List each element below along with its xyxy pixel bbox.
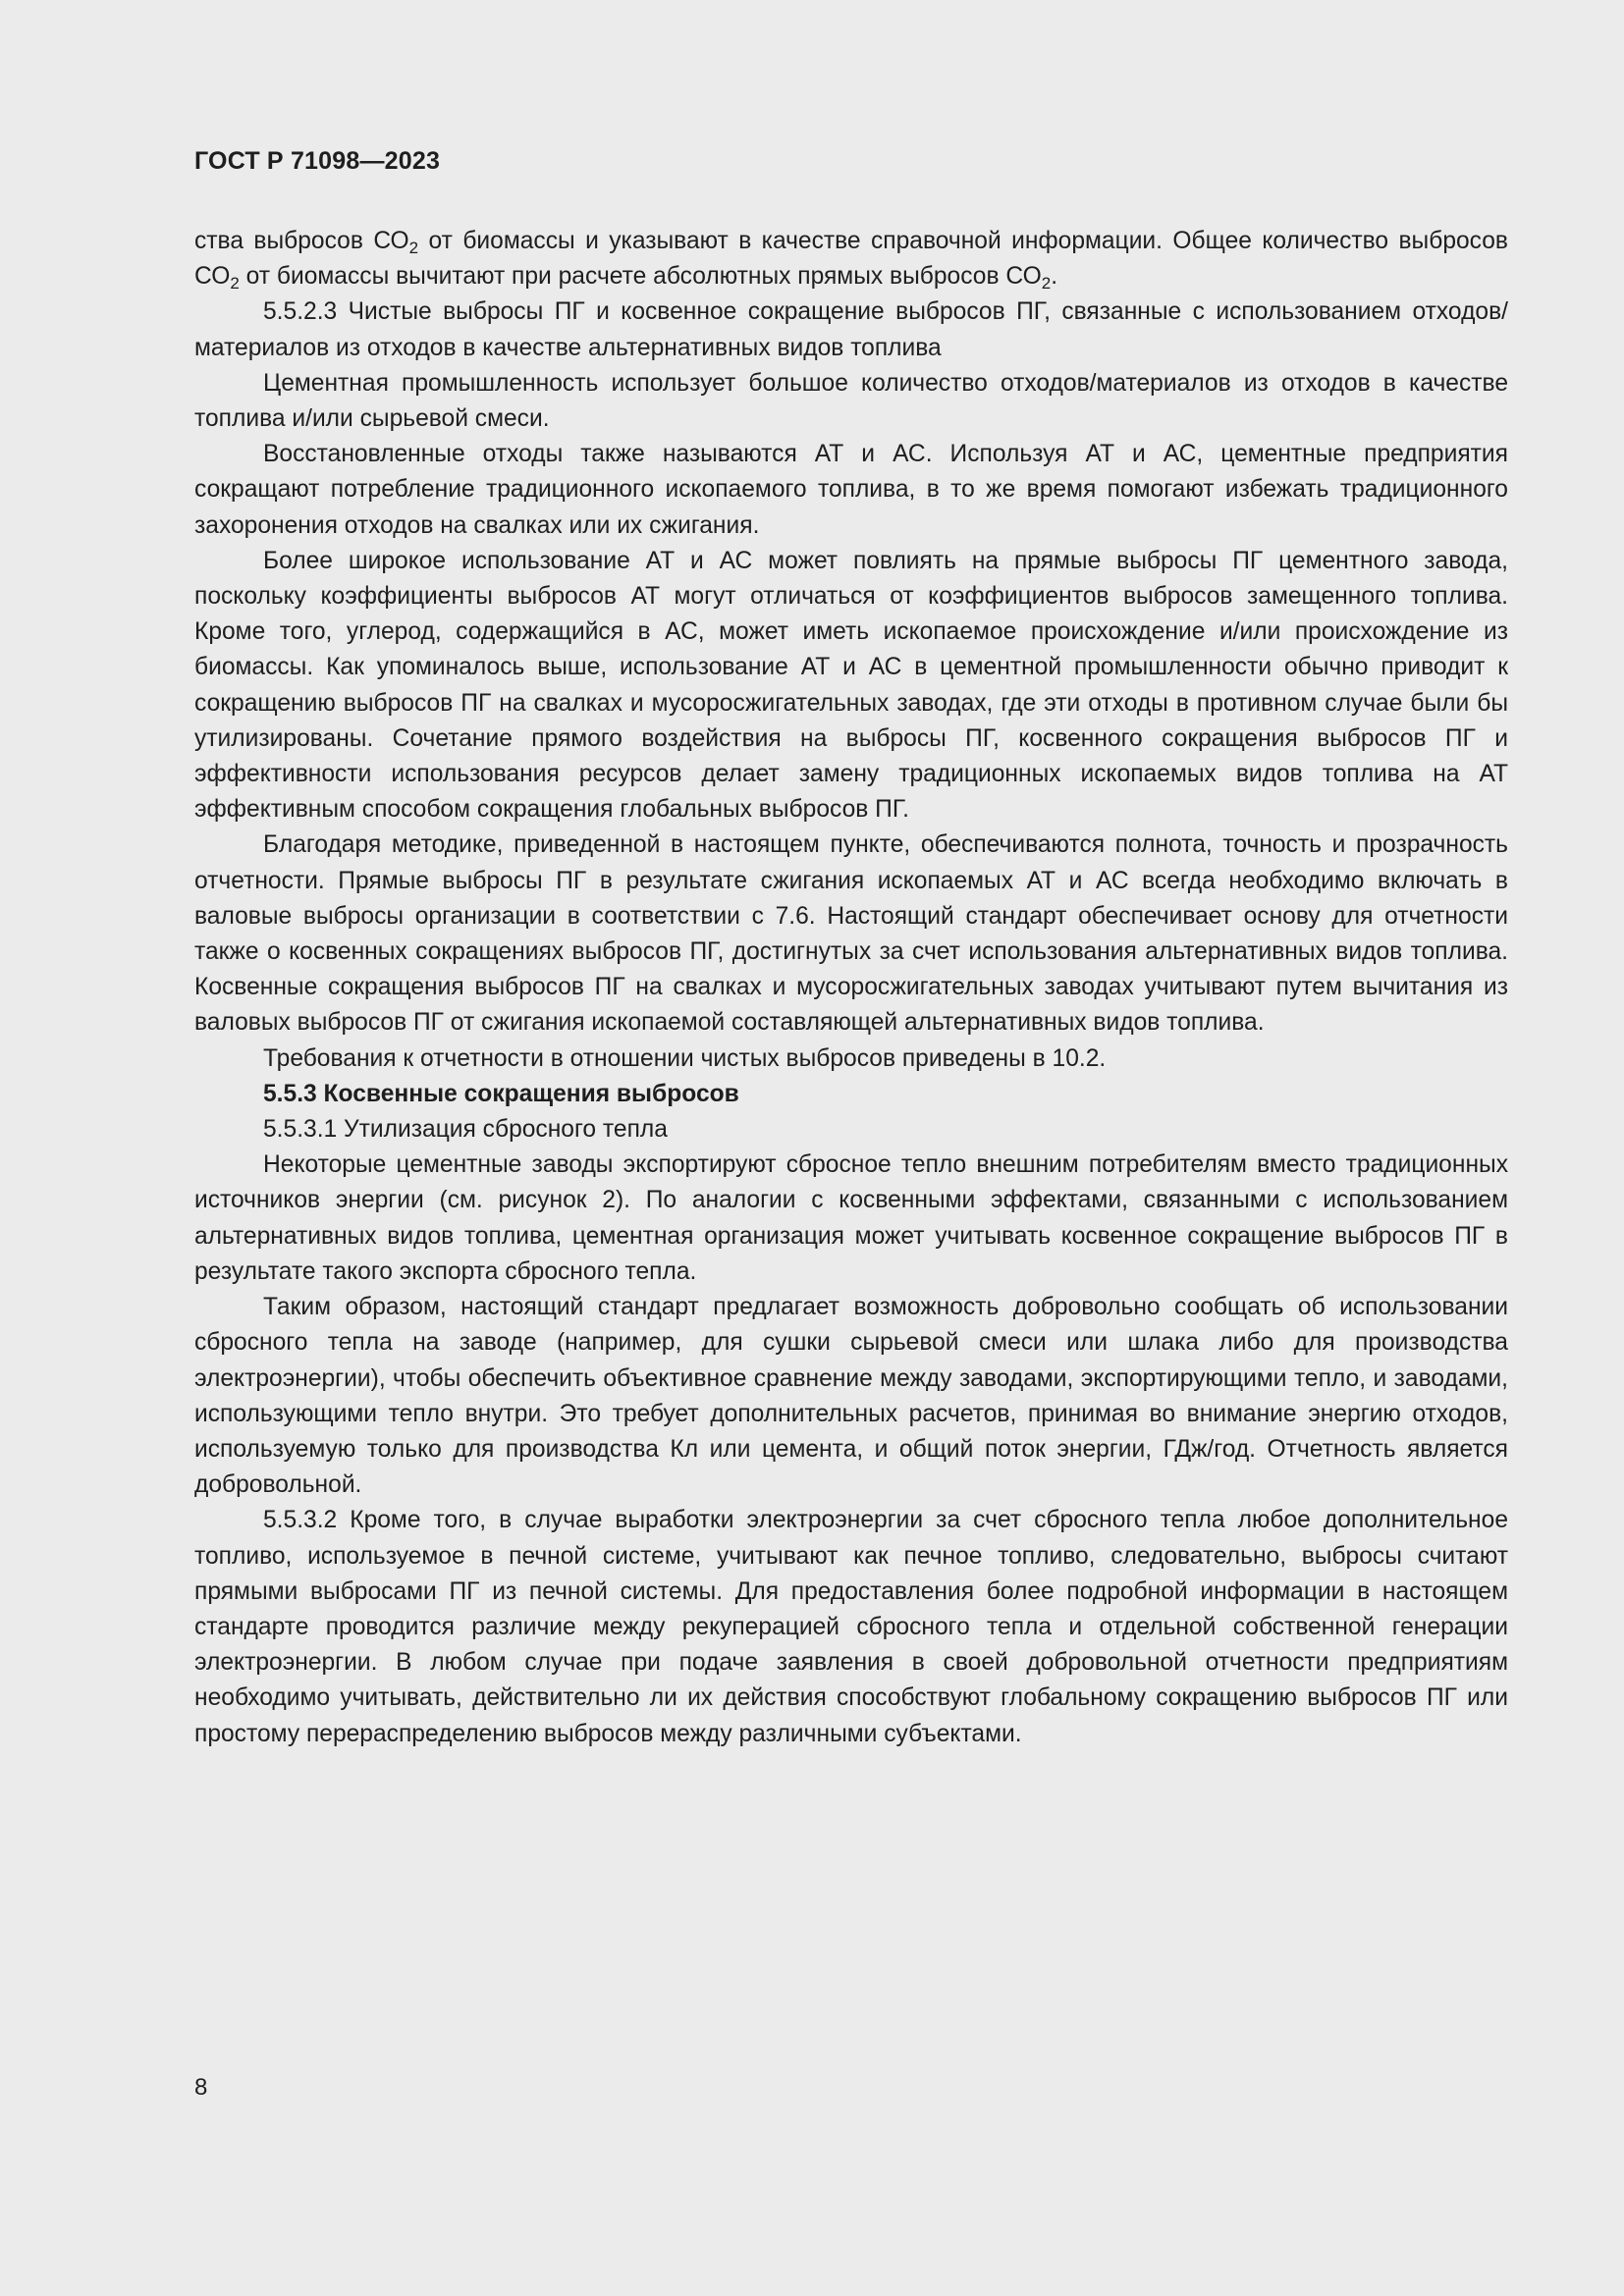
- paragraph: Цементная промышленность использует большое количество отходов/материалов из отходов в качестве топлива и/или сырьевой смеси.: [194, 369, 1508, 433]
- paragraph: Некоторые цементные заводы экспортируют сбросное тепло внешним потребителям вместо традиционных источников энергии (см. рисунок 2). По аналогии с косвенными эффектами, связанными с использованием альтернативных видов топлива, цементная организация может учитывать косвенное сокращение выбросов ПГ в результате такого экспорта сбросного тепла.: [194, 1151, 1508, 1285]
- section-5-5-3-2: 5.5.3.2 Кроме того, в случае выработки электроэнергии за счет сбросного тепла любое дополнительное топливо, используемое в печной системе, учитывают как печное топливо, следовательно, выбросы считают прямыми выбросами ПГ из печной системы. Для предоставления более подробной информации в настоящем стандарте проводится различие между рекуперацией сбросного тепла и отдельной собственной генерации электроэнергии. В любом случае при подаче заявления в своей добровольной отчетности предприятиям необходимо учитывать, действительно ли их действия способствуют глобальному сокращению выбросов ПГ или простому перераспределению выбросов между различными субъектами.: [194, 1507, 1508, 1747]
- page-header-title: ГОСТ Р 71098—2023: [194, 147, 441, 175]
- paragraph: Более широкое использование АТ и АС может повлиять на прямые выбросы ПГ цементного завода, поскольку коэффициенты выбросов АТ могут отличаться от коэффициентов выбросов замещенного топлива. Кроме того, углерод, содержащийся в АС, может иметь ископаемое происхождение и/или происхождение из биомассы. Как упоминалось выше, использование АТ и АС в цементной промышленности обычно приводит к сокращению выбросов ПГ на свалках и мусоросжигательных заводах, где эти отходы в противном случае были бы утилизированы. Сочетание прямого воздействия на выбросы ПГ, косвенного сокращения выбросов ПГ и эффективности использования ресурсов делает замену традиционных ископаемых видов топлива на АТ эффективным способом сокращения глобальных выбросов ПГ.: [194, 547, 1508, 824]
- paragraph-continuation: ства выбросов $СО_2$ от биомассы и указывают в качестве справочной информации. Общее количество выбросов $СО_2$ от биомассы вычитают при расчете абсолютных прямых выбросов $СО_2$.: [194, 228, 1508, 294]
- paragraph: Благодаря методике, приведенной в настоящем пункте, обеспечиваются полнота, точность и прозрачность отчетности. Прямые выбросы ПГ в результате сжигания ископаемых АТ и АС всегда необходимо включать в валовые выбросы организации в соответствии с 7.6. Настоящий стандарт обеспечивает основу для отчетности также о косвенных сокращениях выбросов ПГ, достигнутых за счет использования альтернативных видов топлива. Косвенные сокращения выбросов ПГ на свалках и мусоросжигательных заводах учитывают путем вычитания из валовых выбросов ПГ от сжигания ископаемой составляющей альтернативных видов топлива.: [194, 831, 1508, 1037]
- paragraph: Таким образом, настоящий стандарт предлагает возможность добровольно сообщать об использовании сбросного тепла на заводе (например, для сушки сырьевой смеси или шлака либо для производства электроэнергии), чтобы обеспечить объективное сравнение между заводами, экспортирующими тепло, и заводами, использующими тепло внутри. Это требует дополнительных расчетов, принимая во внимание энергию отходов, используемую только для производства Кл или цемента, и общий поток энергии, ГДж/год. Отчетность является добровольной.: [194, 1294, 1508, 1499]
- subsection-heading-5-5-3-1: 5.5.3.1 Утилизация сбросного тепла: [263, 1116, 668, 1144]
- document-body: [194, 224, 1508, 1752]
- section-5-5-2-3: 5.5.2.3 Чистые выбросы ПГ и косвенное сокращение выбросов ПГ, связанные с использованием отходов/материалов из отходов в качестве альтернативных видов топлива: [194, 298, 1508, 361]
- paragraph: Требования к отчетности в отношении чистых выбросов приведены в 10.2.: [263, 1044, 1107, 1072]
- page-number: 8: [194, 2074, 208, 2101]
- section-heading-5-5-3: 5.5.3 Косвенные сокращения выбросов: [263, 1080, 739, 1107]
- paragraph: Восстановленные отходы также называются АТ и АС. Используя АТ и АС, цементные предприятия сокращают потребление традиционного ископаемого топлива, в то же время помогают избежать традиционного захоронения отходов на свалках или их сжигания.: [194, 441, 1508, 539]
